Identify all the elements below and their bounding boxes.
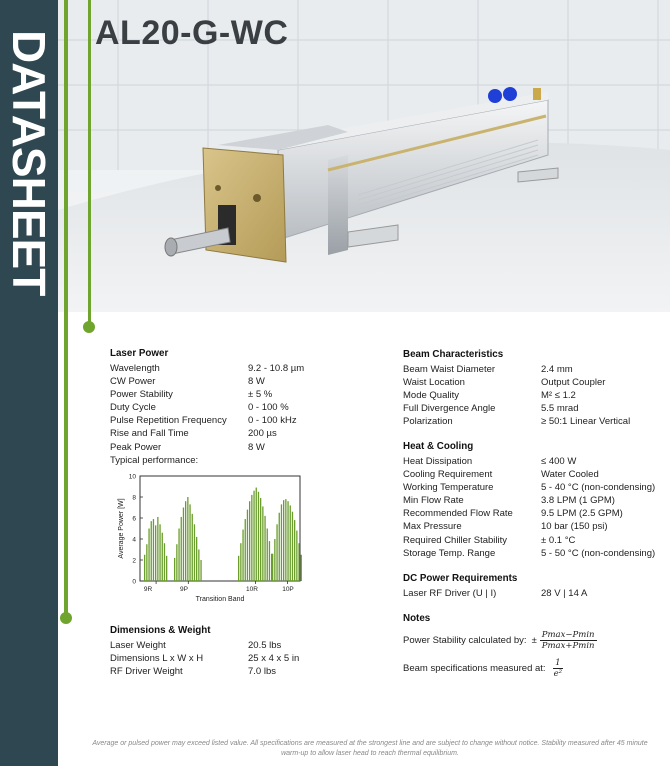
beam-heading: Beam Characteristics xyxy=(403,349,504,360)
bar-9P xyxy=(189,504,190,581)
laser-power-heading: Laser Power xyxy=(110,348,169,359)
beam-section xyxy=(403,349,630,428)
footer-disclaimer: Average or pulsed power may exceed listed value. All specifications are measured at the strongest line and are subject to change without notice. Stability measured after 45 minute warm-up to allow laser head to reach thermal equilibrium. xyxy=(92,740,648,757)
spec-value: 0 - 100 kHz xyxy=(248,415,297,427)
spec-value: 5.5 mrad xyxy=(541,403,579,415)
x-tick-label: 9R xyxy=(143,586,153,593)
typical-performance-label: Typical performance: xyxy=(110,454,199,466)
spec-label: Rise and Fall Time xyxy=(110,428,189,440)
notes-section xyxy=(403,613,597,683)
spec-row xyxy=(403,587,587,600)
spec-label: Heat Dissipation xyxy=(403,456,473,467)
spec-value: 8 W xyxy=(248,441,265,453)
heat-heading: Heat & Cooling xyxy=(403,441,474,452)
bar-9P xyxy=(194,524,195,581)
bar-10R xyxy=(260,498,261,581)
spec-value: 20.5 lbs xyxy=(248,640,282,651)
formula-denominator: Pmax+Pmin xyxy=(541,640,595,651)
x-tick-label: 10P xyxy=(282,586,294,593)
spec-row xyxy=(403,507,655,520)
spec-value: 7.0 lbs xyxy=(248,666,276,678)
spec-row xyxy=(110,665,299,678)
spec-value: 8 W xyxy=(248,376,265,388)
bar-9P xyxy=(200,560,201,581)
bar-9P xyxy=(183,508,184,582)
stability-formula xyxy=(540,630,597,651)
bar-9R xyxy=(146,544,147,581)
bar-9P xyxy=(174,558,175,581)
formula-numerator: Pmax−Pmin xyxy=(541,629,595,640)
y-axis-label: Average Power [W] xyxy=(118,498,125,559)
bar-10R xyxy=(258,492,259,581)
formula-denominator: e² xyxy=(553,668,563,679)
spec-value: 2.4 mm xyxy=(541,364,573,375)
y-tick-label: 0 xyxy=(132,578,136,586)
spec-label: Dimensions L x W x H xyxy=(110,653,204,665)
bar-9R xyxy=(153,519,154,581)
spec-value: Output Coupler xyxy=(541,377,606,389)
bar-10R xyxy=(240,543,241,581)
spec-value: 0 - 100 % xyxy=(248,402,289,414)
bar-9P xyxy=(176,544,177,581)
bar-10R xyxy=(253,491,254,581)
bar-10R xyxy=(245,519,246,581)
spec-row xyxy=(110,362,304,375)
bar-10P xyxy=(281,504,282,581)
spec-row xyxy=(110,388,304,401)
spec-row xyxy=(110,441,304,454)
spec-row xyxy=(403,468,655,481)
bar-10P xyxy=(296,531,297,581)
spec-row xyxy=(403,494,655,507)
spec-row xyxy=(403,363,630,376)
stability-note xyxy=(403,627,597,653)
spec-row xyxy=(110,375,304,388)
bar-9P xyxy=(178,529,179,582)
sidebar-label: DATASHEET xyxy=(3,30,55,296)
bar-9P xyxy=(198,550,199,582)
bar-10R xyxy=(247,510,248,581)
spec-row xyxy=(110,652,299,665)
beam-note xyxy=(403,653,597,683)
accent-dot-top xyxy=(83,321,95,333)
bar-10P xyxy=(292,512,293,581)
spec-value: 9.5 LPM (2.5 GPM) xyxy=(541,508,623,520)
bar-9P xyxy=(192,514,193,581)
bar-10P xyxy=(294,520,295,581)
bar-10R xyxy=(256,488,257,581)
spec-label: CW Power xyxy=(110,376,156,388)
bar-9P xyxy=(185,501,186,581)
bar-10R xyxy=(262,506,263,581)
spec-label: Working Temperature xyxy=(403,482,494,494)
bar-10P xyxy=(287,501,288,581)
spec-row xyxy=(110,414,304,427)
bar-10P xyxy=(285,499,286,581)
bar-9R xyxy=(162,533,163,581)
spec-row xyxy=(403,402,630,415)
spec-row xyxy=(403,389,630,402)
spec-label: Cooling Requirement xyxy=(403,469,493,481)
performance-chart xyxy=(108,468,308,606)
bar-10R xyxy=(264,516,265,581)
spec-label: Required Chiller Stability xyxy=(403,534,508,546)
bar-10R xyxy=(242,530,243,581)
spec-value: M² ≤ 1.2 xyxy=(541,390,576,402)
bar-9R xyxy=(157,517,158,581)
spec-value: Water Cooled xyxy=(541,469,599,481)
spec-row xyxy=(403,455,655,468)
bar-10P xyxy=(274,539,275,581)
beam-formula xyxy=(552,658,564,679)
spec-row xyxy=(403,534,655,547)
bar-9R xyxy=(148,529,149,582)
bar-10P xyxy=(298,543,299,581)
bar-10P xyxy=(276,524,277,581)
spec-value: ± 5 % xyxy=(248,389,273,401)
spec-row xyxy=(110,639,299,652)
spec-row xyxy=(403,415,630,428)
bar-10P xyxy=(290,505,291,581)
spec-label: Pulse Repetition Frequency xyxy=(110,415,227,427)
sidebar xyxy=(0,0,58,766)
spec-label: Laser RF Driver (U | I) xyxy=(403,588,497,599)
spec-label: Wavelength xyxy=(110,363,160,374)
dimensions-section xyxy=(110,625,299,678)
bar-10R xyxy=(251,495,252,581)
spec-value: 25 x 4 x 5 in xyxy=(248,653,300,665)
spec-label: Duty Cycle xyxy=(110,402,156,414)
y-tick-label: 4 xyxy=(132,536,136,544)
y-tick-label: 8 xyxy=(132,494,136,502)
spec-row xyxy=(403,376,630,389)
bar-10R xyxy=(267,529,268,582)
bar-10P xyxy=(272,554,273,581)
bar-10P xyxy=(279,513,280,581)
bar-9R xyxy=(151,521,152,581)
stability-note-label: Power Stability calculated by: xyxy=(403,634,527,646)
laser-power-section xyxy=(110,348,304,467)
spec-value: ± 0.1 °C xyxy=(541,534,576,546)
dc-power-section xyxy=(403,573,587,600)
spec-value: ≤ 400 W xyxy=(541,456,577,467)
spec-label: Mode Quality xyxy=(403,390,459,402)
spec-label: Storage Temp. Range xyxy=(403,547,496,559)
bar-9R xyxy=(155,525,156,581)
spec-label: Waist Location xyxy=(403,377,465,389)
accent-line-inner xyxy=(88,0,91,330)
plus-minus: ± xyxy=(531,634,537,646)
spec-value: 200 µs xyxy=(248,428,277,440)
accent-line-outer xyxy=(64,0,68,620)
spec-label: Peak Power xyxy=(110,441,162,453)
accent-dot-bottom xyxy=(60,612,72,624)
bar-9R xyxy=(159,524,160,581)
spec-label: Max Pressure xyxy=(403,521,462,533)
spec-value: 3.8 LPM (1 GPM) xyxy=(541,495,615,507)
dimensions-heading: Dimensions & Weight xyxy=(110,625,211,636)
spec-value: 5 - 40 °C (non-condensing) xyxy=(541,482,656,494)
spec-label: Full Divergence Angle xyxy=(403,403,496,415)
bar-10R xyxy=(238,556,239,581)
spec-row xyxy=(403,481,655,494)
spec-value: 28 V | 14 A xyxy=(541,588,588,599)
bar-9R xyxy=(144,555,145,581)
spec-label: Laser Weight xyxy=(110,640,166,651)
y-tick-label: 2 xyxy=(132,557,136,565)
beam-note-label: Beam specifications measured at: xyxy=(403,662,546,674)
spec-label: Beam Waist Diameter xyxy=(403,364,496,375)
spec-row xyxy=(403,520,655,533)
x-axis-label: Transition Band xyxy=(195,596,245,603)
spec-value: 5 - 50 °C (non-condensing) xyxy=(541,547,656,559)
spec-label: Polarization xyxy=(403,416,453,428)
bar-9R xyxy=(166,556,167,581)
spec-row xyxy=(110,401,304,414)
bar-9P xyxy=(187,497,188,581)
spec-label: Recommended Flow Rate xyxy=(403,508,513,520)
spec-row xyxy=(403,547,655,560)
x-tick-label: 9P xyxy=(180,586,188,593)
bar-9P xyxy=(181,517,182,581)
spec-row xyxy=(110,427,304,440)
notes-heading: Notes xyxy=(403,613,431,624)
x-tick-label: 10R xyxy=(246,586,258,593)
bar-9P xyxy=(196,537,197,581)
spec-value: 9.2 - 10.8 µm xyxy=(248,363,305,374)
page-title: AL20-G-WC xyxy=(95,14,289,52)
bar-10R xyxy=(269,541,270,581)
spec-label: Min Flow Rate xyxy=(403,495,464,507)
spec-label: Power Stability xyxy=(110,389,173,401)
y-tick-label: 6 xyxy=(132,515,136,523)
bar-10P xyxy=(283,500,284,581)
bar-9R xyxy=(164,543,165,581)
spec-value: ≥ 50:1 Linear Vertical xyxy=(541,416,631,428)
dc-power-heading: DC Power Requirements xyxy=(403,573,518,584)
bar-10P xyxy=(301,555,302,581)
spec-value: 10 bar (150 psi) xyxy=(541,521,608,533)
formula-numerator: 1 xyxy=(555,657,561,668)
y-tick-label: 10 xyxy=(128,473,136,481)
heat-section xyxy=(403,441,655,560)
spec-label: RF Driver Weight xyxy=(110,666,183,678)
bar-10R xyxy=(249,501,250,581)
